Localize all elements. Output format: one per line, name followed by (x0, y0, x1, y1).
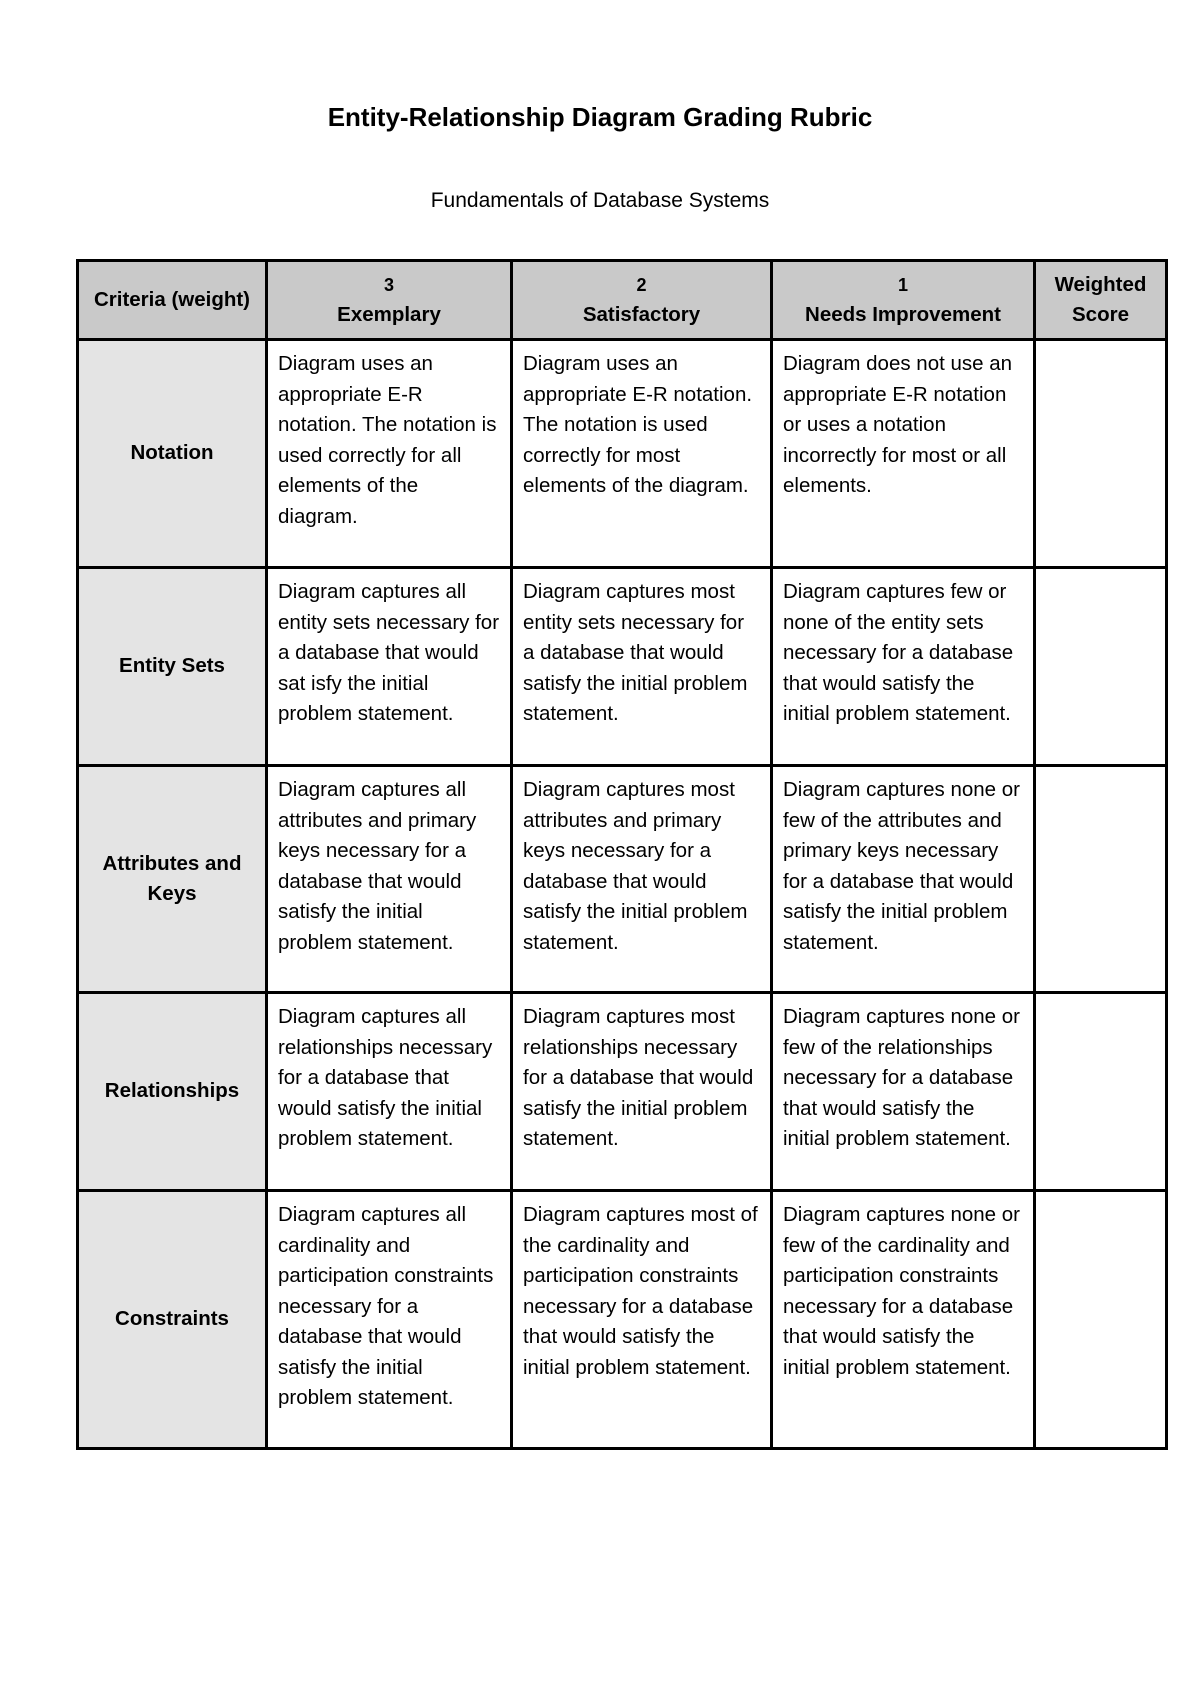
exemplary-cell: Diagram captures all entity sets necessary for a database that would sat isfy the initial problem statement. (267, 568, 512, 766)
header-criteria (78, 261, 267, 340)
weighted-score-cell (1035, 766, 1167, 993)
table-row (78, 766, 1167, 993)
header-exemplary-label: Exemplary (337, 303, 441, 326)
weighted-score-cell (1035, 1191, 1167, 1449)
criteria-cell: Constraints (78, 1191, 267, 1449)
needs-improvement-cell: Diagram captures none or few of the cardinality and participation constraints necessary for a database that would satisfy the initial problem statement. (772, 1191, 1035, 1449)
header-needs-improvement (772, 261, 1035, 340)
exemplary-cell: Diagram captures all cardinality and participation constraints necessary for a database that would satisfy the initial problem statement. (267, 1191, 512, 1449)
satisfactory-cell: Diagram captures most entity sets necessary for a database that would satisfy the initial problem statement. (512, 568, 772, 766)
header-satisfactory-rank: 2 (636, 275, 647, 295)
weighted-score-cell (1035, 993, 1167, 1191)
criteria-cell: Attributes and Keys (78, 766, 267, 993)
satisfactory-cell: Diagram uses an appropriate E-R notation. The notation is used correctly for most elements of the diagram. (512, 340, 772, 568)
header-criteria-label: Criteria (weight) (93, 287, 251, 311)
satisfactory-cell: Diagram captures most of the cardinality and participation constraints necessary for a database that would satisfy the initial problem statement. (512, 1191, 772, 1449)
header-satisfactory (512, 261, 772, 340)
exemplary-cell: Diagram uses an appropriate E-R notation. The notation is used correctly for all elements of the diagram. (267, 340, 512, 568)
header-weighted-score (1035, 261, 1167, 340)
table-row (78, 340, 1167, 568)
document-subtitle: Fundamentals of Database Systems (430, 189, 770, 212)
header-exemplary (267, 261, 512, 340)
rubric-table (76, 259, 1168, 1450)
criteria-cell: Entity Sets (78, 568, 267, 766)
satisfactory-cell: Diagram captures most relationships necessary for a database that would satisfy the initial problem statement. (512, 993, 772, 1191)
table-row (78, 568, 1167, 766)
table-row (78, 993, 1167, 1191)
header-needs-improvement-label: Needs Improvement (805, 303, 1001, 326)
header-needs-improvement-rank: 1 (897, 275, 908, 295)
header-weighted-score-label: Weighted Score (1054, 272, 1147, 326)
weighted-score-cell (1035, 340, 1167, 568)
criteria-cell: Notation (78, 340, 267, 568)
document-title: Entity-Relationship Diagram Grading Rubric (327, 102, 873, 132)
needs-improvement-cell: Diagram captures few or none of the entity sets necessary for a database that would satisfy the initial problem statement. (772, 568, 1035, 766)
satisfactory-cell: Diagram captures most attributes and primary keys necessary for a database that would satisfy the initial problem statement. (512, 766, 772, 993)
table-row (78, 1191, 1167, 1449)
exemplary-cell: Diagram captures all attributes and primary keys necessary for a database that would satisfy the initial problem statement. (267, 766, 512, 993)
weighted-score-cell (1035, 568, 1167, 766)
exemplary-cell: Diagram captures all relationships necessary for a database that would satisfy the initial problem statement. (267, 993, 512, 1191)
header-exemplary-rank: 3 (383, 275, 394, 295)
header-row (78, 261, 1167, 340)
needs-improvement-cell: Diagram captures none or few of the attributes and primary keys necessary for a database that would satisfy the initial problem statement. (772, 766, 1035, 993)
needs-improvement-cell: Diagram does not use an appropriate E-R notation or uses a notation incorrectly for most or all elements. (772, 340, 1035, 568)
header-satisfactory-label: Satisfactory (582, 303, 701, 326)
criteria-cell: Relationships (78, 993, 267, 1191)
needs-improvement-cell: Diagram captures none or few of the relationships necessary for a database that would satisfy the initial problem statement. (772, 993, 1035, 1191)
